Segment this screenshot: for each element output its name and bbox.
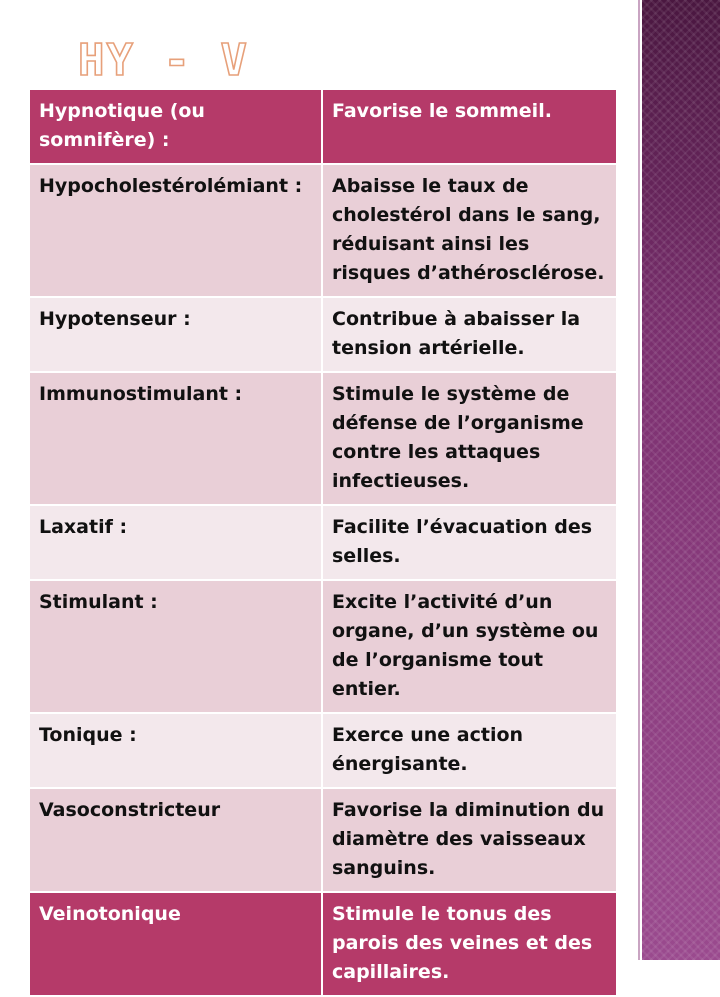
- term-cell: Hypnotique (ou somnifère) :: [30, 90, 322, 164]
- side-divider-line: [638, 0, 640, 960]
- slide-title: HY - V: [78, 35, 249, 86]
- term-cell: Tonique :: [30, 713, 322, 788]
- term-cell: Hypotenseur :: [30, 297, 322, 372]
- term-cell: Vasoconstricteur: [30, 788, 322, 892]
- table-row: [30, 713, 616, 788]
- definition-cell: Excite l’activité d’un organe, d’un système ou de l’organisme tout entier.: [322, 580, 616, 713]
- term-cell: Immunostimulant :: [30, 372, 322, 505]
- term-cell: Hypocholestérolémiant :: [30, 164, 322, 297]
- definition-cell: Favorise le sommeil.: [322, 90, 616, 164]
- table-row: [30, 164, 616, 297]
- table-footer-row: [30, 892, 616, 996]
- definitions-table: [30, 90, 616, 997]
- table-row: [30, 788, 616, 892]
- table-row: [30, 505, 616, 580]
- definition-cell: Favorise la diminution du diamètre des vaisseaux sanguins.: [322, 788, 616, 892]
- definition-cell: Abaisse le taux de cholestérol dans le sang, réduisant ainsi les risques d’athérosclérose.: [322, 164, 616, 297]
- definition-cell: Facilite l’évacuation des selles.: [322, 505, 616, 580]
- definition-cell: Contribue à abaisser la tension artérielle.: [322, 297, 616, 372]
- definition-cell: Stimule le tonus des parois des veines et des capillaires.: [322, 892, 616, 996]
- table-header-row: [30, 90, 616, 164]
- decorative-side-band: [642, 0, 720, 960]
- table-row: [30, 297, 616, 372]
- term-cell: Laxatif :: [30, 505, 322, 580]
- term-cell: Veinotonique: [30, 892, 322, 996]
- definition-cell: Stimule le système de défense de l’organisme contre les attaques infectieuses.: [322, 372, 616, 505]
- definition-cell: Exerce une action énergisante.: [322, 713, 616, 788]
- table-row: [30, 372, 616, 505]
- table-row: [30, 580, 616, 713]
- term-cell: Stimulant :: [30, 580, 322, 713]
